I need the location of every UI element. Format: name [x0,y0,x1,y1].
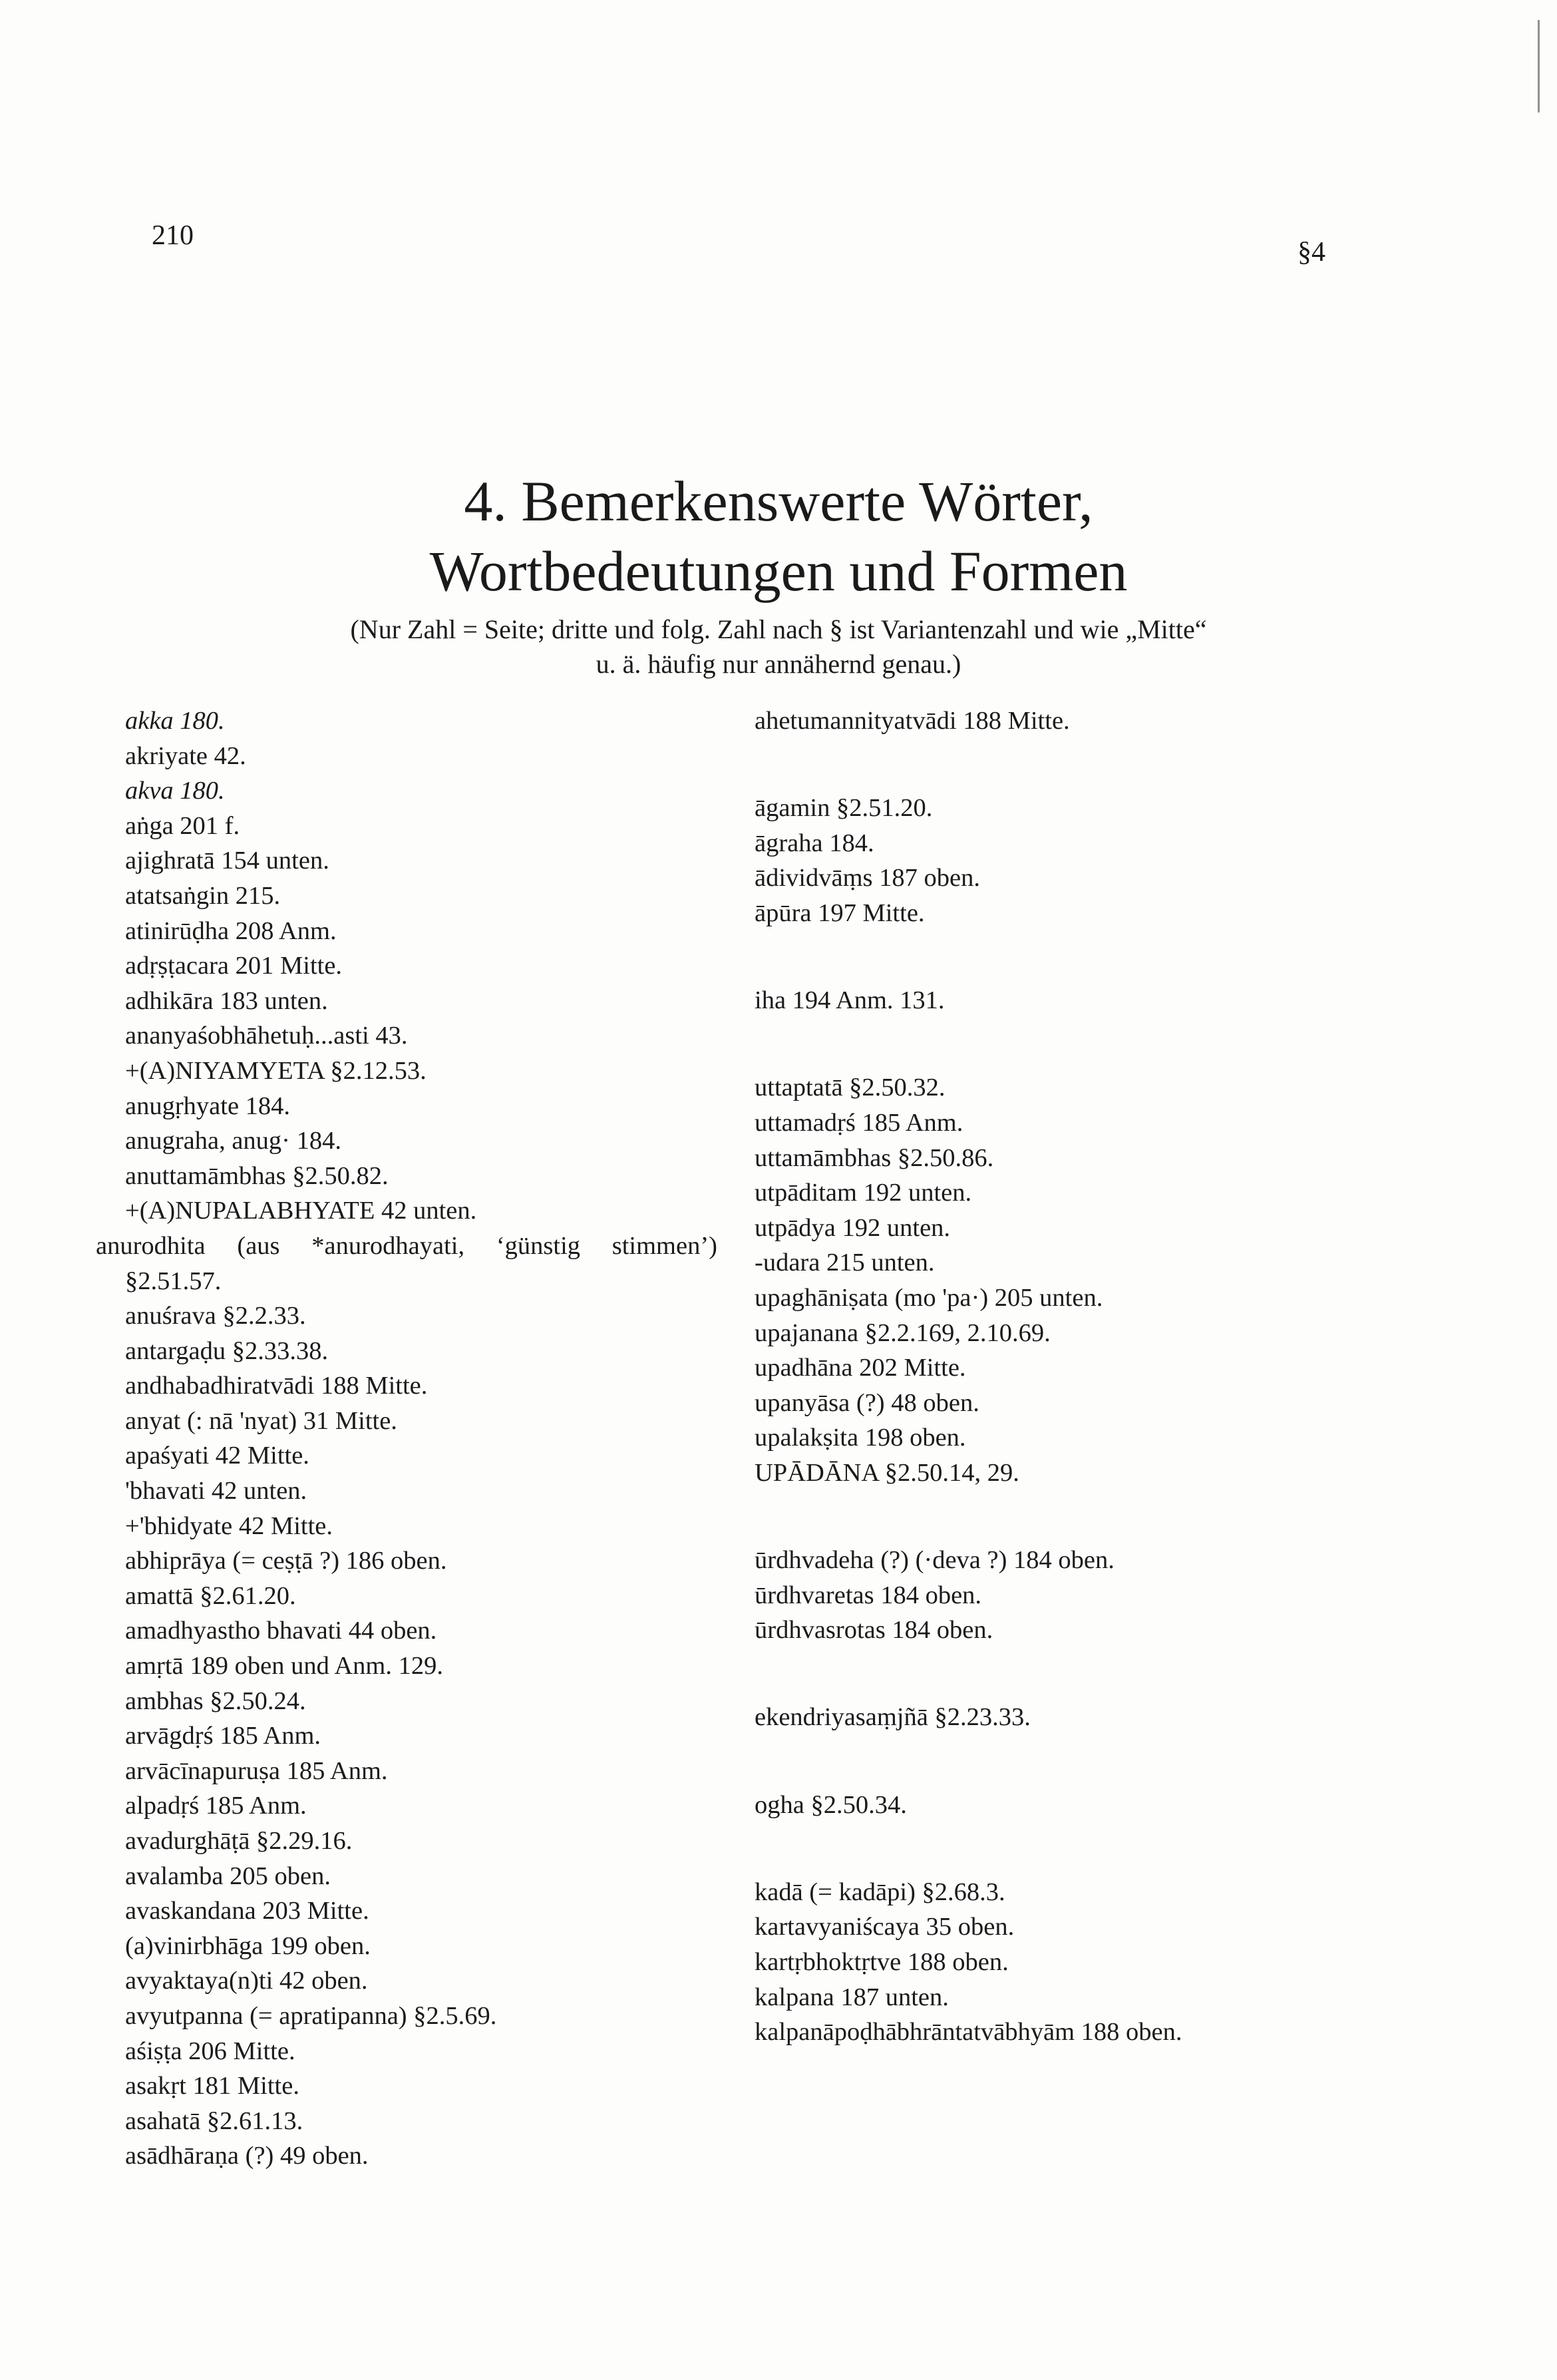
word-entry: akka 180. [125,707,225,735]
group-spacer [755,1490,1433,1525]
word-entry: anuttamāmbhas §2.50.82. [125,1161,389,1190]
word-entry: -udara 215 unten. [755,1249,935,1277]
word-entry: kartṛbhoktṛtve 188 oben. [755,1948,1009,1976]
word-entry: ogha §2.50.34. [755,1790,907,1819]
word-entry: UPĀDĀNA §2.50.14, 29. [755,1458,1019,1487]
word-entry: aśiṣṭa 206 Mitte. [125,2037,295,2065]
word-entry: ekendriyasaṃjñā §2.23.33. [755,1703,1031,1732]
word-entry: uttaptatā §2.50.32. [755,1074,946,1102]
group-spacer [755,773,1433,791]
word-entry: aṅga 201 f. [125,811,240,840]
word-entry: kadā (= kadāpi) §2.68.3. [755,1878,1005,1906]
word-entry: avaskandana 203 Mitte. [125,1897,369,1925]
word-entry: arvāgdṛś 185 Anm. [125,1722,321,1750]
word-entry: apaśyati 42 Mitte. [125,1442,309,1470]
group-spacer [755,931,1433,966]
word-entry: upaghāniṣata (mo 'pa·) 205 unten. [755,1283,1103,1312]
word-entry: adṛṣṭacara 201 Mitte. [125,952,343,980]
word-entry: +(A)NUPALABHYATE 42 unten. [125,1197,477,1225]
word-entry: ajighratā 154 unten. [125,847,329,875]
word-entry: āgamin §2.51.20. [755,794,933,823]
word-entry: (a)vinirbhāga 199 oben. [125,1931,371,1960]
word-entry: akva 180. [125,777,225,805]
word-entry: upajanana §2.2.169, 2.10.69. [755,1318,1051,1347]
word-entry: ambhas §2.50.24. [125,1686,306,1715]
page-number: 210 [152,220,194,251]
word-entry: āpūra 197 Mitte. [755,898,925,927]
word-list-right-column [755,703,1433,2050]
word-entry: avalamba 205 oben. [125,1862,331,1890]
word-entry: asahatā §2.61.13. [125,2106,303,2135]
group-spacer [755,1735,1433,1770]
group-spacer [755,1822,1433,1858]
group-spacer [755,1858,1433,1875]
group-spacer [755,1648,1433,1683]
word-entry: kalpanāpoḍhābhrāntatvābhyām 188 oben. [755,2018,1182,2047]
chapter-title-line-2: Wortbedeutungen und Formen [429,539,1128,603]
editorial-note-line-2: u. ä. häufig nur annähernd genau.) [596,649,961,679]
word-entry: atinirūḍha 208 Anm. [125,916,337,945]
word-entry: +(A)NIYAMYETA §2.12.53. [125,1056,427,1085]
word-entry: avyutpanna (= apratipanna) §2.5.69. [125,2001,497,2030]
group-spacer [755,1525,1433,1543]
word-entry: ananyaśobhāhetuḥ...asti 43. [125,1022,408,1050]
group-spacer [755,1683,1433,1700]
word-entry: alpadṛś 185 Anm. [125,1792,307,1820]
chapter-title-line-1: 4. Bemerkenswerte Wörter, [464,469,1093,533]
word-entry: 'bhavati 42 unten. [125,1477,307,1505]
word-entry-multiline: anurodhita (aus *anurodhayati, ‘günstig stimmen’) §2.51.57. [96,1231,717,1295]
editorial-note [146,612,1411,682]
word-list-left-column [96,703,737,2174]
word-entry: upanyāsa (?) 48 oben. [755,1388,979,1417]
word-entry: akriyate 42. [125,741,246,770]
word-entry: anugṛhyate 184. [125,1091,291,1120]
word-entry: anyat (: nā 'nyat) 31 Mitte. [125,1406,397,1435]
page-edge-scan-mark [1538,20,1540,2336]
word-entry: utpādya 192 unten. [755,1213,951,1242]
word-entry: avyaktaya(n)ti 42 oben. [125,1967,368,1995]
group-spacer [755,739,1433,774]
word-entry: iha 194 Anm. 131. [755,986,945,1015]
word-entry: ūrdhvadeha (?) (·deva ?) 184 oben. [755,1546,1115,1575]
word-entry: kalpana 187 unten. [755,1983,949,2011]
word-entry: amattā §2.61.20. [125,1581,296,1610]
group-spacer [755,1018,1433,1054]
word-entry: ahetumannityatvādi 188 Mitte. [755,707,1070,735]
group-spacer [755,966,1433,983]
word-entry: anuśrava §2.2.33. [125,1302,306,1330]
editorial-note-line-1: (Nur Zahl = Seite; dritte und folg. Zahl nach § ist Variantenzahl und wie „Mitte“ [350,614,1207,644]
word-entry: abhiprāya (= ceṣṭā ?) 186 oben. [125,1547,447,1575]
word-entry: amadhyastho bhavati 44 oben. [125,1617,437,1645]
word-entry: adhikāra 183 unten. [125,986,328,1015]
word-entry: asakṛt 181 Mitte. [125,2072,299,2100]
group-spacer [755,1770,1433,1788]
word-entry: amṛtā 189 oben und Anm. 129. [125,1652,443,1681]
word-entry: ūrdhvasrotas 184 oben. [755,1616,993,1645]
section-marker: §4 [1298,237,1325,268]
word-entry: upadhāna 202 Mitte. [755,1354,966,1382]
word-entry: kartavyaniścaya 35 oben. [755,1913,1015,1941]
word-entry: asādhāraṇa (?) 49 oben. [125,2142,369,2170]
word-entry: utpāditam 192 unten. [755,1179,972,1207]
word-entry: ādividvāṃs 187 oben. [755,864,980,892]
word-entry: uttamadṛś 185 Anm. [755,1108,963,1137]
word-entry: antargaḍu §2.33.38. [125,1336,329,1365]
word-entry: uttamāmbhas §2.50.86. [755,1143,994,1172]
word-entry: anugraha, anug· 184. [125,1127,341,1155]
group-spacer [755,1053,1433,1070]
word-entry: avadurghāṭā §2.29.16. [125,1827,353,1855]
word-entry: andhabadhiratvādi 188 Mitte. [125,1372,428,1400]
word-entry: atatsaṅgin 215. [125,881,281,910]
word-entry: +'bhidyate 42 Mitte. [125,1511,333,1540]
word-entry: upalakṣita 198 oben. [755,1424,966,1452]
word-entry: arvācīnapuruṣa 185 Anm. [125,1756,388,1785]
word-entry: ūrdhvaretas 184 oben. [755,1581,982,1609]
word-entry: āgraha 184. [755,829,874,857]
